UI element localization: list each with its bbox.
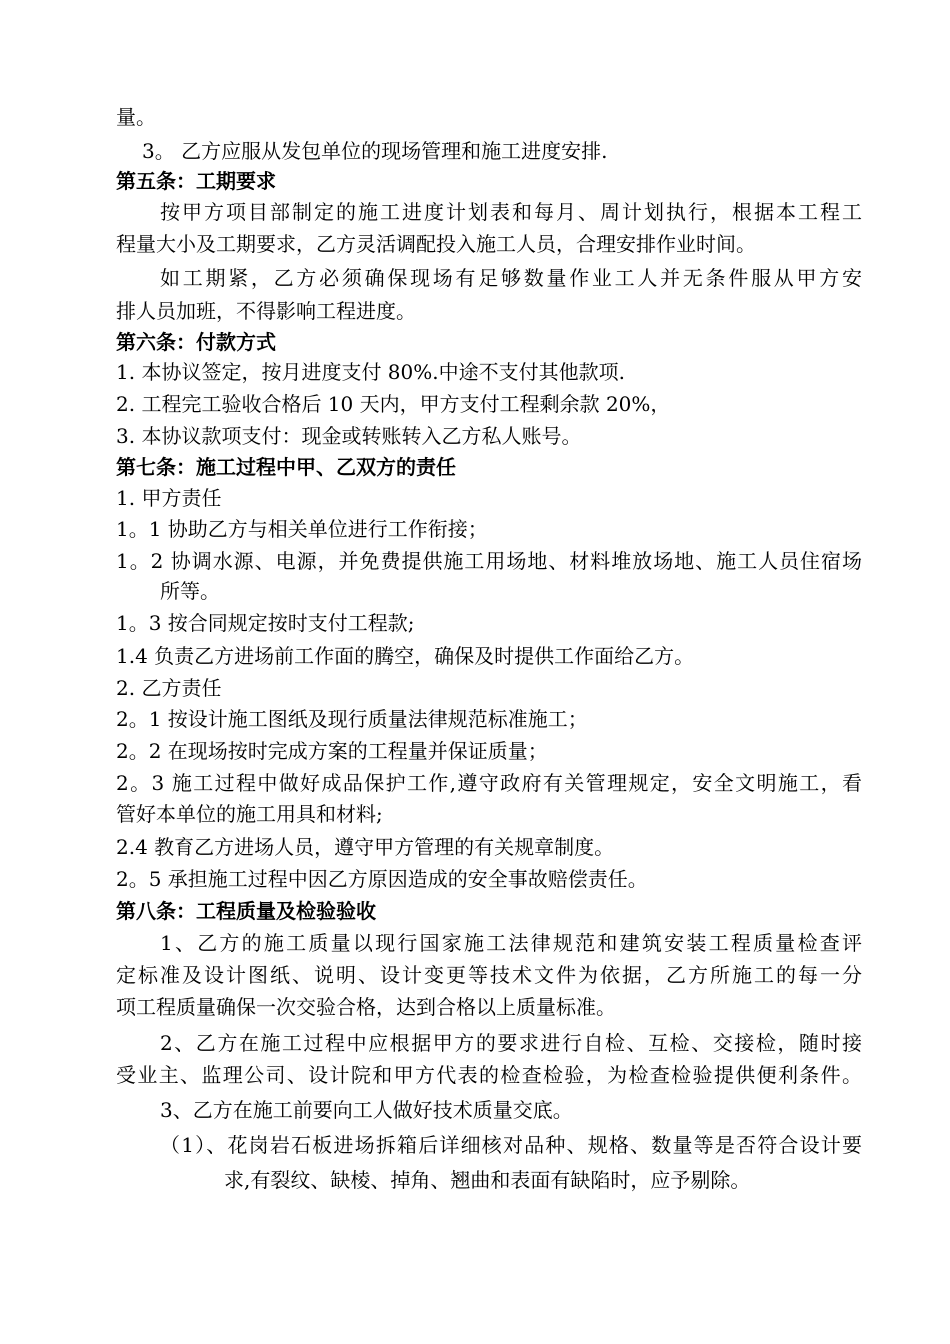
section-heading-8: 第八条：工程质量及检验验收 bbox=[116, 899, 376, 923]
text-line: 1。2 协调水源、电源，并免费提供施工用场地、材料堆放场地、施工人员住宿场 bbox=[116, 549, 862, 573]
text-line: 求,有裂纹、缺棱、掉角、翘曲和表面有缺陷时，应予剔除。 bbox=[224, 1168, 751, 1192]
section-heading-6: 第六条：付款方式 bbox=[116, 330, 276, 354]
text-line: 1. 甲方责任 bbox=[116, 486, 222, 510]
text-line: 1、乙方的施工质量以现行国家施工法律规范和建筑安装工程质量检查评 bbox=[160, 931, 862, 955]
text-line: 2。3 施工过程中做好成品保护工作,遵守政府有关管理规定，安全文明施工，看 bbox=[116, 771, 862, 795]
text-line: 2。2 在现场按时完成方案的工程量并保证质量； bbox=[116, 739, 548, 763]
text-line: 如工期紧，乙方必须确保现场有足够数量作业工人并无条件服从甲方安 bbox=[160, 266, 862, 290]
text-line: 项工程质量确保一次交验合格，达到合格以上质量标准。 bbox=[116, 995, 616, 1019]
text-line: 按甲方项目部制定的施工进度计划表和每月、周计划执行，根据本工程工 bbox=[160, 200, 862, 224]
text-line: 管好本单位的施工用具和材料; bbox=[116, 802, 383, 826]
text-line: 1。3 按合同规定按时支付工程款; bbox=[116, 611, 415, 635]
text-line: 2。1 按设计施工图纸及现行质量法律规范标准施工； bbox=[116, 707, 588, 731]
text-line: 3. 本协议款项支付：现金或转账转入乙方私人账号。 bbox=[116, 424, 582, 448]
section-heading-5: 第五条：工期要求 bbox=[116, 169, 276, 193]
text-line: 3。 乙方应服从发包单位的现场管理和施工进度安排. bbox=[142, 139, 608, 163]
text-line: 量。 bbox=[116, 105, 156, 129]
text-line: 2、乙方在施工过程中应根据甲方的要求进行自检、互检、交接检，随时接 bbox=[160, 1031, 862, 1055]
text-line: 1。1 协助乙方与相关单位进行工作衔接； bbox=[116, 517, 488, 541]
text-line: 2.4 教育乙方进场人员，遵守甲方管理的有关规章制度。 bbox=[116, 835, 615, 859]
text-line: 1.4 负责乙方进场前工作面的腾空，确保及时提供工作面给乙方。 bbox=[116, 644, 695, 668]
text-line: 3、乙方在施工前要向工人做好技术质量交底。 bbox=[160, 1098, 573, 1122]
text-line: 1. 本协议签定，按月进度支付 80%.中途不支付其他款项. bbox=[116, 360, 625, 384]
text-line: 2。5 承担施工过程中因乙方原因造成的安全事故赔偿责任。 bbox=[116, 867, 648, 891]
text-line: 所等。 bbox=[160, 579, 220, 603]
text-line: 2. 工程完工验收合格后 10 天内，甲方支付工程剩余款 20%， bbox=[116, 392, 671, 416]
text-line: 定标准及设计图纸、说明、设计变更等技术文件为依据，乙方所施工的每一分 bbox=[116, 963, 862, 987]
section-heading-7: 第七条：施工过程中甲、乙双方的责任 bbox=[116, 455, 456, 479]
text-line: 排人员加班，不得影响工程进度。 bbox=[116, 299, 416, 323]
text-line: 受业主、监理公司、设计院和甲方代表的检查检验，为检查检验提供便利条件。 bbox=[116, 1063, 862, 1087]
text-line: 2. 乙方责任 bbox=[116, 676, 222, 700]
text-line: 程量大小及工期要求，乙方灵活调配投入施工人员，合理安排作业时间。 bbox=[116, 232, 756, 256]
text-line: （1）、花岗岩石板进场拆箱后详细核对品种、规格、数量等是否符合设计要 bbox=[160, 1133, 862, 1157]
